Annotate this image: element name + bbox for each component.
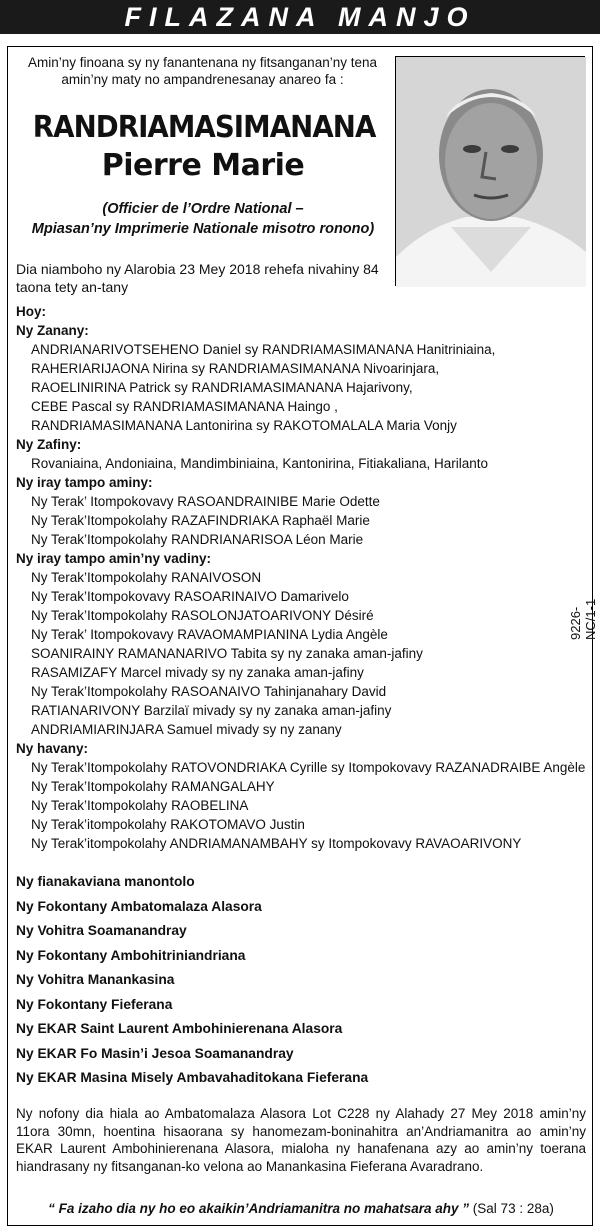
scripture-quote xyxy=(16,1201,586,1216)
zanany-heading: Ny Zanany: xyxy=(16,323,89,338)
organization-item: Ny Fokontany Fieferana xyxy=(16,996,173,1012)
organization-item: Ny fianakaviana manontolo xyxy=(16,874,195,889)
quote-reference: (Sal 73 : 28a) xyxy=(472,1201,554,1216)
list-item: Ny Terak’Itompokolahy RATOVONDRIAKA Cyrille sy Itompokovavy RAZANADRAIBE Angèle xyxy=(31,760,586,775)
list-item: RAOELINIRINA Patrick sy RANDRIAMASIMANANA Hajarivony, xyxy=(31,380,413,395)
list-item: ANDRIANARIVOTSEHENO Daniel sy RANDRIAMASIMANANA Hanitriniaina, xyxy=(31,342,496,357)
list-item: ANDRIAMIARINJARA Samuel mivady sy ny zanany xyxy=(31,722,342,737)
list-item: Ny Terak’Itompokolahy RANDRIANARISOA Léon Marie xyxy=(31,532,364,547)
organization-item: Ny EKAR Fo Masin’i Jesoa Soamanandray xyxy=(16,1045,294,1061)
organization-item: Ny Fokontany Ambohitriniandriana xyxy=(16,947,246,963)
list-item: Rovaniaina, Andoniaina, Mandimbiniaina, Kantonirina, Fitiakaliana, Harilanto xyxy=(31,456,489,471)
organizations-list xyxy=(16,870,576,1091)
list-item: Ny Terak’Itompokolahy RAOBELINA xyxy=(31,798,249,813)
organization-item: Ny EKAR Masina Misely Ambavahaditokana Fieferana xyxy=(16,1070,369,1085)
havany-heading: Ny havany: xyxy=(16,741,89,756)
funeral-details: Ny nofony dia hiala ao Ambatomalaza Alasora Lot C228 ny Alahady 27 Mey 2018 amin’ny 11ora 30mn, hoentina hisaorana sy hanomezam-boninahitra an’Andriamanitra ao amin’ny EKAR Laurent Ambohinierenana Alasora, mialoha ny hanafenana azy ao amin’ny toerana hiandrasany ny fitsanganan-ko velona ao Manankasina Fieferana Avaradrano. xyxy=(16,1106,586,1175)
deceased-title xyxy=(18,199,388,239)
organization-item: Ny Vohitra Soamanandray xyxy=(16,923,187,938)
list-item: Ny Terak’Itompokolahy RANAIVOSON xyxy=(31,570,262,585)
list-item: SOANIRAINY RAMANANARIVO Tabita sy ny zanaka aman-jafiny xyxy=(31,646,423,661)
tampo-vady-heading: Ny iray tampo amin’ny vadiny: xyxy=(16,551,212,566)
list-item: Ny Terak’itompokolahy ANDRIAMANAMBAHY sy Itompokovavy RAVAOARIVONY xyxy=(31,836,522,851)
zafiny-heading: Ny Zafiny: xyxy=(16,437,82,452)
deceased-photo xyxy=(395,56,585,286)
list-item: Ny Terak’Itompokolahy RASOLONJATOARIVONY Désiré xyxy=(31,608,374,623)
list-item: RATIANARIVONY Barzilaï mivady sy ny zanaka aman-jafiny xyxy=(31,703,392,718)
tampo-heading: Ny iray tampo aminy: xyxy=(16,475,153,490)
deceased-surname: RANDRIAMASIMANANA xyxy=(32,110,376,145)
list-item: RANDRIAMASIMANANA Lantonirina sy RAKOTOMALALA Maria Vonjy xyxy=(31,418,457,433)
notice-reference-code: 9226-NC/1-1 xyxy=(568,598,598,640)
organization-item: Ny Fokontany Ambatomalaza Alasora xyxy=(16,898,262,914)
quote-text: “ Fa izaho dia ny ho eo akaikin’Andriamanitra no mahatsara ahy ” xyxy=(48,1201,470,1216)
list-item: Ny Terak’ Itompokovavy RAVAOMAMPIANINA Lydia Angèle xyxy=(31,627,388,642)
list-item: Ny Terak’Itompokolahy RASOANAIVO Tahinjanahary David xyxy=(31,684,387,699)
intro-line-1: Amin’ny finoana sy ny fanantenana ny fitsanganan’ny tena xyxy=(28,55,377,70)
list-item: Ny Terak’ Itompokovavy RASOANDRAINIBE Marie Odette xyxy=(31,494,380,509)
list-item: Ny Terak’itompokolahy RAKOTOMAVO Justin xyxy=(31,817,305,832)
deceased-firstname: Pierre Marie xyxy=(101,148,305,183)
title-line-1: (Officier de l’Ordre National – xyxy=(102,201,304,217)
organization-item: Ny EKAR Saint Laurent Ambohinierenana Alasora xyxy=(16,1021,343,1036)
list-item: RASAMIZAFY Marcel mivady sy ny zanaka aman-jafiny xyxy=(31,665,364,680)
hoy-label: Hoy: xyxy=(16,304,46,319)
organization-item: Ny Vohitra Manankasina xyxy=(16,972,175,987)
intro-line-2: amin’ny maty no ampandrenesanay anareo fa : xyxy=(61,72,344,87)
header-title: FILAZANA MANJO xyxy=(124,1,476,32)
list-item: CEBE Pascal sy RANDRIAMASIMANANA Haingo , xyxy=(31,399,338,414)
list-item: RAHERIARIJAONA Nirina sy RANDRIAMASIMANANA Nivoarinjara, xyxy=(31,361,440,376)
list-item: Ny Terak’Itompokovavy RASOARINAIVO Damarivelo xyxy=(31,589,349,604)
intro-text xyxy=(20,54,385,88)
list-item: Ny Terak’Itompokolahy RAMANGALAHY xyxy=(31,779,275,794)
list-item: Ny Terak’Itompokolahy RAZAFINDRIAKA Raphaël Marie xyxy=(31,513,370,528)
title-line-2: Mpiasan’ny Imprimerie Nationale misotro ronono) xyxy=(31,221,375,237)
death-announcement: Dia niamboho ny Alarobia 23 Mey 2018 rehefa nivahiny 84 taona tety an-tany xyxy=(16,261,379,295)
header-banner xyxy=(0,0,600,34)
portrait-image xyxy=(396,57,586,287)
